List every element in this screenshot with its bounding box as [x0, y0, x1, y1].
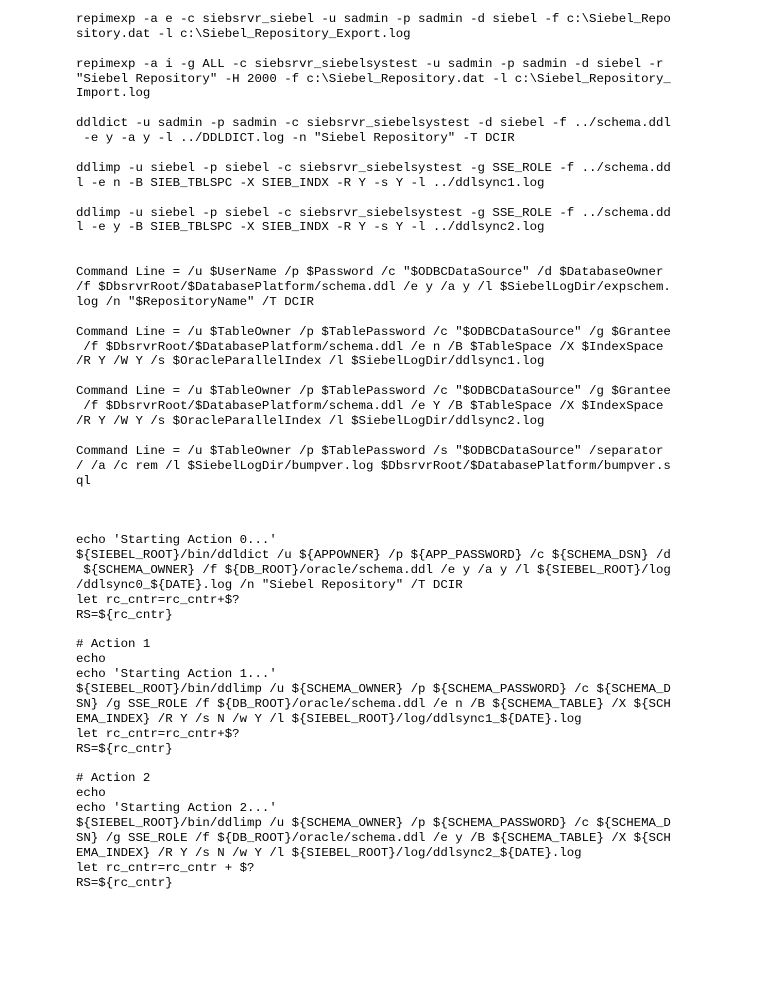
- blank-line: [76, 369, 756, 384]
- blank-line: [76, 250, 756, 265]
- code-line: /R Y /W Y /s $OracleParallelIndex /l $SiebelLogDir/ddlsync1.log: [76, 354, 545, 369]
- blank-line: [76, 518, 756, 533]
- blank-line: [76, 235, 756, 250]
- blank-line: [76, 310, 756, 325]
- code-line: ddlimp -u siebel -p siebel -c siebsrvr_siebelsystest -g SSE_ROLE -f ../schema.dd: [76, 160, 671, 175]
- blank-line: [76, 101, 756, 116]
- code-line: let rc_cntr=rc_cntr+$?: [76, 592, 240, 607]
- code-line: echo 'Starting Action 0...': [76, 533, 277, 548]
- code-line: Command Line = /u $TableOwner /p $TablePassword /c "$ODBCDataSource" /g $Grantee: [76, 324, 671, 339]
- code-line: echo: [76, 652, 106, 667]
- code-line: echo 'Starting Action 1...': [76, 667, 277, 682]
- code-line: "Siebel Repository" -H 2000 -f c:\Siebel_Repository.dat -l c:\Siebel_Repository_: [76, 71, 671, 86]
- code-line: /R Y /W Y /s $OracleParallelIndex /l $SiebelLogDir/ddlsync2.log: [76, 414, 545, 429]
- code-line: RS=${rc_cntr}: [76, 741, 173, 756]
- blank-line: [76, 623, 756, 638]
- code-line: ddlimp -u siebel -p siebel -c siebsrvr_siebelsystest -g SSE_ROLE -f ../schema.dd: [76, 205, 671, 220]
- code-line: SN} /g SSE_ROLE /f ${DB_ROOT}/oracle/schema.ddl /e n /B ${SCHEMA_TABLE} /X ${SCH: [76, 696, 671, 711]
- blank-line: [76, 489, 756, 504]
- code-line: l -e y -B SIEB_TBLSPC -X SIEB_INDX -R Y -s Y -l ../ddlsync2.log: [76, 220, 545, 235]
- code-listing: [76, 12, 756, 891]
- code-line: RS=${rc_cntr}: [76, 875, 173, 890]
- code-line: log /n "$RepositoryName" /T DCIR: [76, 294, 314, 309]
- code-line: # Action 2: [76, 771, 151, 786]
- code-line: let rc_cntr=rc_cntr+$?: [76, 726, 240, 741]
- code-line: Command Line = /u $TableOwner /p $TablePassword /s "$ODBCDataSource" /separator: [76, 443, 664, 458]
- blank-line: [76, 191, 756, 206]
- code-line: -e y -a y -l ../DDLDICT.log -n "Siebel Repository" -T DCIR: [76, 131, 515, 146]
- code-line: / /a /c rem /l $SiebelLogDir/bumpver.log $DbsrvrRoot/$DatabasePlatform/bumpver.s: [76, 458, 671, 473]
- document-page: [76, 12, 756, 891]
- code-line: repimexp -a i -g ALL -c siebsrvr_siebelsystest -u sadmin -p sadmin -d siebel -r: [76, 56, 664, 71]
- code-line: Command Line = /u $TableOwner /p $TablePassword /c "$ODBCDataSource" /g $Grantee: [76, 384, 671, 399]
- code-line: echo 'Starting Action 2...': [76, 801, 277, 816]
- code-line: ${SIEBEL_ROOT}/bin/ddldict /u ${APPOWNER} /p ${APP_PASSWORD} /c ${SCHEMA_DSN} /d: [76, 548, 671, 563]
- code-line: /f $DbsrvrRoot/$DatabasePlatform/schema.ddl /e n /B $TableSpace /X $IndexSpace: [76, 339, 664, 354]
- code-line: ${SIEBEL_ROOT}/bin/ddlimp /u ${SCHEMA_OWNER} /p ${SCHEMA_PASSWORD} /c ${SCHEMA_D: [76, 682, 671, 697]
- code-line: ${SCHEMA_OWNER} /f ${DB_ROOT}/oracle/schema.ddl /e y /a y /l ${SIEBEL_ROOT}/log: [76, 562, 671, 577]
- code-line: RS=${rc_cntr}: [76, 607, 173, 622]
- code-line: l -e n -B SIEB_TBLSPC -X SIEB_INDX -R Y -s Y -l ../ddlsync1.log: [76, 175, 545, 190]
- code-line: /f $DbsrvrRoot/$DatabasePlatform/schema.ddl /e Y /B $TableSpace /X $IndexSpace: [76, 399, 664, 414]
- code-line: /f $DbsrvrRoot/$DatabasePlatform/schema.ddl /e y /a y /l $SiebelLogDir/expschem.: [76, 280, 671, 295]
- code-line: repimexp -a e -c siebsrvr_siebel -u sadmin -p sadmin -d siebel -f c:\Siebel_Repo: [76, 12, 671, 26]
- code-line: ${SIEBEL_ROOT}/bin/ddlimp /u ${SCHEMA_OWNER} /p ${SCHEMA_PASSWORD} /c ${SCHEMA_D: [76, 816, 671, 831]
- code-line: SN} /g SSE_ROLE /f ${DB_ROOT}/oracle/schema.ddl /e y /B ${SCHEMA_TABLE} /X ${SCH: [76, 830, 671, 845]
- code-line: sitory.dat -l c:\Siebel_Repository_Export.log: [76, 26, 411, 41]
- code-line: echo: [76, 786, 106, 801]
- code-line: Command Line = /u $UserName /p $Password /c "$ODBCDataSource" /d $DatabaseOwner: [76, 265, 664, 280]
- code-line: EMA_INDEX} /R Y /s N /w Y /l ${SIEBEL_ROOT}/log/ddlsync1_${DATE}.log: [76, 711, 582, 726]
- code-line: ddldict -u sadmin -p sadmin -c siebsrvr_siebelsystest -d siebel -f ../schema.ddl: [76, 116, 671, 131]
- blank-line: [76, 42, 756, 57]
- code-line: let rc_cntr=rc_cntr + $?: [76, 860, 255, 875]
- blank-line: [76, 503, 756, 518]
- blank-line: [76, 757, 756, 772]
- code-line: EMA_INDEX} /R Y /s N /w Y /l ${SIEBEL_ROOT}/log/ddlsync2_${DATE}.log: [76, 845, 582, 860]
- blank-line: [76, 146, 756, 161]
- code-line: /ddlsync0_${DATE}.log /n "Siebel Repository" /T DCIR: [76, 577, 463, 592]
- blank-line: [76, 429, 756, 444]
- code-line: ql: [76, 473, 91, 488]
- code-line: Import.log: [76, 86, 151, 101]
- code-line: # Action 1: [76, 637, 151, 652]
